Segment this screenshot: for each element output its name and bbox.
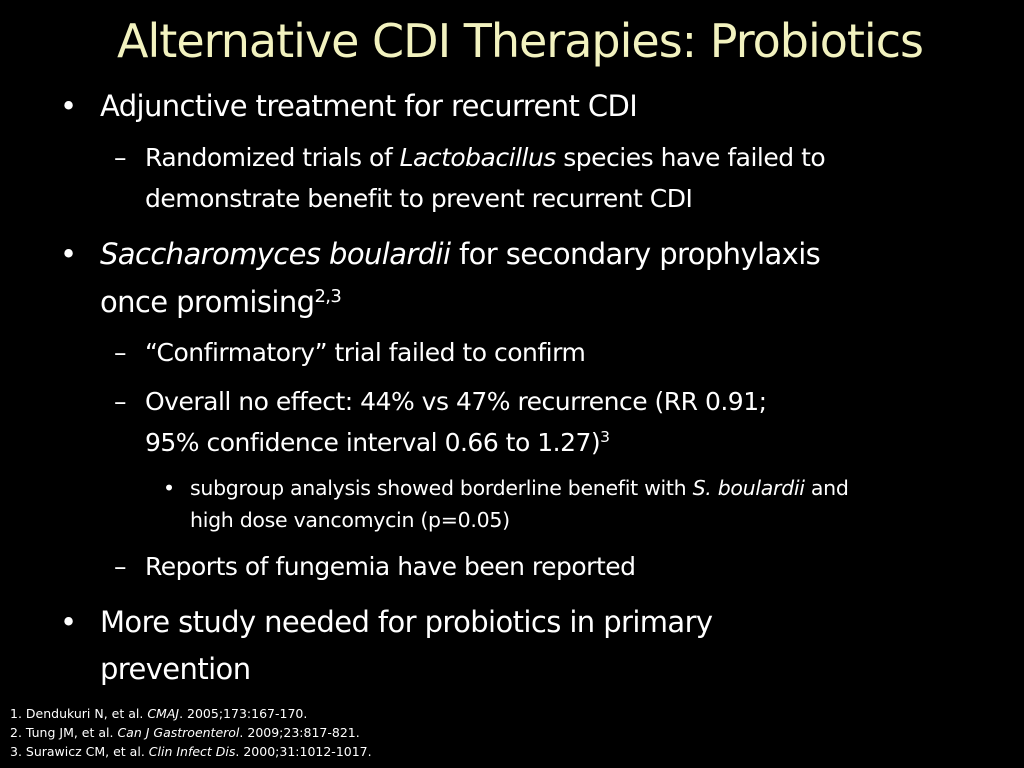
slide-title: Alternative CDI Therapies: Probiotics (117, 14, 923, 68)
subbullet-text: Reports of fungemia have been reported (145, 552, 636, 581)
bullet-marker: • (163, 476, 175, 500)
bullet-marker: • (60, 89, 77, 123)
text-segment: subgroup analysis showed borderline benefit with (190, 476, 693, 500)
bullet-marker: • (60, 237, 77, 271)
tertiary-line-2: high dose vancomycin (p=0.05) (190, 508, 510, 532)
citation-superscript: 3 (600, 428, 610, 447)
reference-journal: Clin Infect Dis (148, 744, 236, 759)
text-segment: once promising (100, 285, 315, 319)
reference-authors: 3. Surawicz CM, et al. (10, 744, 149, 759)
subbullet-line-2: demonstrate benefit to prevent recurrent CDI (145, 184, 693, 213)
text-segment: 95% confidence interval 0.66 to 1.27) (145, 428, 601, 457)
reference-authors: 2. Tung JM, et al. (10, 725, 118, 740)
bullet-line-1: More study needed for probiotics in primary (100, 605, 713, 639)
italic-organism-name: Lactobacillus (399, 143, 556, 172)
reference-2 (10, 723, 372, 742)
subbullet-line-1 (145, 143, 825, 172)
text-segment: Randomized trials of (145, 143, 400, 172)
dash-marker: – (114, 143, 126, 172)
citation-superscript: 2,3 (314, 286, 342, 308)
bullet-line-1 (100, 237, 820, 271)
subbullet-line-2 (145, 428, 610, 457)
reference-journal: CMAJ (147, 706, 180, 721)
text-segment: species have failed to (555, 143, 826, 172)
reference-1 (10, 704, 372, 723)
bullet-marker: • (60, 605, 77, 639)
bullet-text: Adjunctive treatment for recurrent CDI (100, 89, 638, 123)
italic-organism-name: S. boulardii (692, 476, 805, 500)
reference-citation: . 2005;173:167-170. (179, 706, 308, 721)
dash-marker: – (114, 552, 126, 581)
text-segment: and (804, 476, 849, 500)
reference-journal: Can J Gastroenterol (117, 725, 240, 740)
reference-authors: 1. Dendukuri N, et al. (10, 706, 148, 721)
references (10, 704, 372, 761)
bullet-line-2: prevention (100, 652, 251, 686)
subbullet-line-1: Overall no effect: 44% vs 47% recurrence (RR 0.91; (145, 387, 767, 416)
reference-3 (10, 742, 372, 761)
italic-organism-name: Saccharomyces boulardii (100, 237, 451, 271)
tertiary-line-1 (190, 476, 849, 500)
text-segment: for secondary prophylaxis (450, 237, 821, 271)
reference-citation: . 2000;31:1012-1017. (235, 744, 372, 759)
subbullet-text: “Confirmatory” trial failed to confirm (145, 338, 586, 367)
dash-marker: – (114, 387, 126, 416)
reference-citation: . 2009;23:817-821. (239, 725, 360, 740)
bullet-line-2 (100, 285, 341, 319)
dash-marker: – (114, 338, 126, 367)
